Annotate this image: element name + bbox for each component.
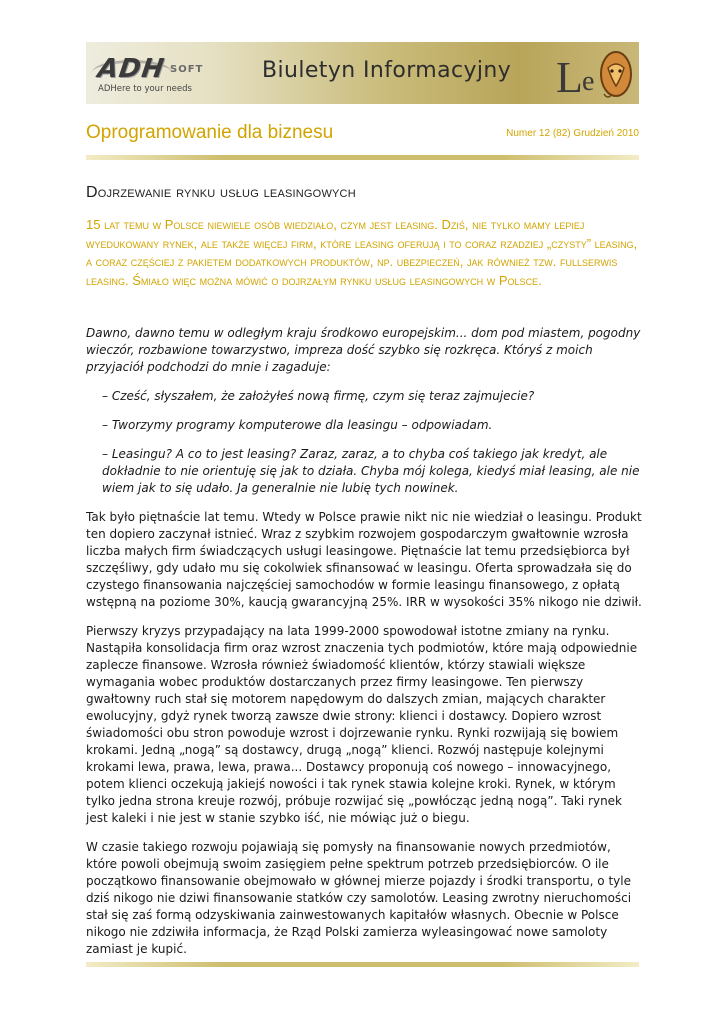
body-paragraph: W czasie takiego rozwoju pojawiają się pomysły na finansowanie nowych przedmiotów, które powoli obejmują swoim zasięgiem pełne spektrum potrzeb przedsiębiorców. O ile początkowo finansowanie obejmowało w głównej mierze pojazdy i środki transportu, o tyle dziś nikogo nie dziwi finansowanie statków czy samolotów. Leasing zwrotny nieruchomości stał się zaś formą odzyskiwania zainwestowanych kapitałów własnych. Obecnie w Polsce nikogo nie zdziwiła informacja, że Rząd Polski zamierza wyleasingować nowe samoloty zamiast je kupić. (86, 840, 632, 956)
top-divider (86, 155, 639, 160)
leo-letter-e: e (582, 66, 595, 97)
leo-logo-icon (554, 46, 638, 102)
dialog-line: – Tworzymy programy komputerowe dla leasingu – odpowiadam. (102, 418, 493, 432)
newsletter-banner (86, 42, 639, 104)
article-body (86, 325, 642, 970)
article-lead: 15 lat temu w Polsce niewiele osób wiedziało, czym jest leasing. Dziś, nie tylko mamy lepiej wyedukowany rynek, ale także więcej firm, które leasing oferują i to coraz rzadziej „czysty” leasing, a coraz częściej z pakietem dodatkowych produktów, np. ubezpieczeń, jak również tzw. fullserwis leasing. Śmiało więc można mówić o dojrzałym rynku usług leasingowych w Polsce. (86, 217, 638, 288)
body-paragraph: Pierwszy kryzys przypadający na lata 1999-2000 spowodował istotne zmiany na rynku. Nastąpiła konsolidacja firm oraz wzrost znaczenia tych podmiotów, które mają odpowiednie zaplecze finansowe. Wzrosła również świadomość klientów, którzy stawiali większe wymagania wobec produktów dostarczanych przez firmy leasingowe. Ten pierwszy gwałtowny ruch stał się motorem napędowym do dalszych zmian, mających charakter ewolucyjny, gdyż rynek tworzą zawsze dwie strony: klienci i dostawcy. Dopiero wzrost świadomości obu stron powoduje wzrost i dojrzewanie rynku. Rynki rozwijają się bowiem krokami. Jedną „nogą” są dostawcy, drugą „nogą” klienci. Rozwój następuje kolejnymi krokami lewa, prawa, lewa, prawa... Dostawcy proponują coś nowego – innowacyjnego, potem klienci oczekują jakiejś nowości i tak rynek stawia kolejne kroki. Rynek, w którym tylko jedna strona kreuje rozwój, próbuje rozwijać się „powłócząc jedną nogą”. Taki rynek jest kaleki i nie jest w stanie szybko iść, nie mówiąc już o biegu. (86, 624, 638, 825)
intro-paragraph: Dawno, dawno temu w odległym kraju środkowo europejskim... dom pod miastem, pogodny wieczór, rozbawione towarzystwo, impreza dość szybko się rozkręca. Któryś z moich przyjaciół podchodzi do mnie i zagaduje: (86, 326, 641, 374)
banner-title: Biuletyn Informacyjny (262, 58, 512, 83)
logo-brand: ADH (95, 54, 167, 84)
bottom-divider (86, 962, 639, 967)
section-header (86, 120, 639, 146)
dialog-line: – Leasingu? A co to jest leasing? Zaraz, zaraz, a to chyba coś takiego jak kredyt, ale dokładnie to nie orientuję się jak to działa. Chyba mój kolega, kiedyś miał leasing, ale nie wiem jak to się udało. Ja generalnie nie lubię tych nowinek. (102, 447, 640, 495)
issue-info: Numer 12 (82) Grudzień 2010 (506, 128, 639, 139)
adh-soft-logo (92, 50, 232, 96)
logo-suffix: SOFT (170, 64, 204, 75)
section-title: Oprogramowanie dla biznesu (86, 122, 334, 143)
dialog-line: – Cześć, słyszałem, że założyłeś nową firmę, czym się teraz zajmujecie? (102, 389, 535, 403)
leo-letter-l: L (556, 53, 583, 102)
body-paragraph: Tak było piętnaście lat temu. Wtedy w Polsce prawie nikt nic nie wiedział o leasingu. Produkt ten dopiero zaczynał istnieć. Wraz z szybkim rozwojem gospodarczym gwałtownie wzrosła liczba małych firm świadczących usługi leasingowe. Piętnaście lat temu przedsiębiorca był szczęśliwy, gdy udało mu się cokolwiek sfinansować w leasingu. Oferta sprowadzała się do czystego finansowania najczęściej samochodów w formie leasingu finansowego, z opłatą wstępną na poziome 30%, kaucją gwarancyjną 25%. IRR w wysokości 35% nikogo nie dziwił. (86, 510, 642, 609)
logo-tagline: ADHere to your needs (98, 84, 192, 94)
article-title: Dojrzewanie rynku usług leasingowych (86, 184, 356, 201)
